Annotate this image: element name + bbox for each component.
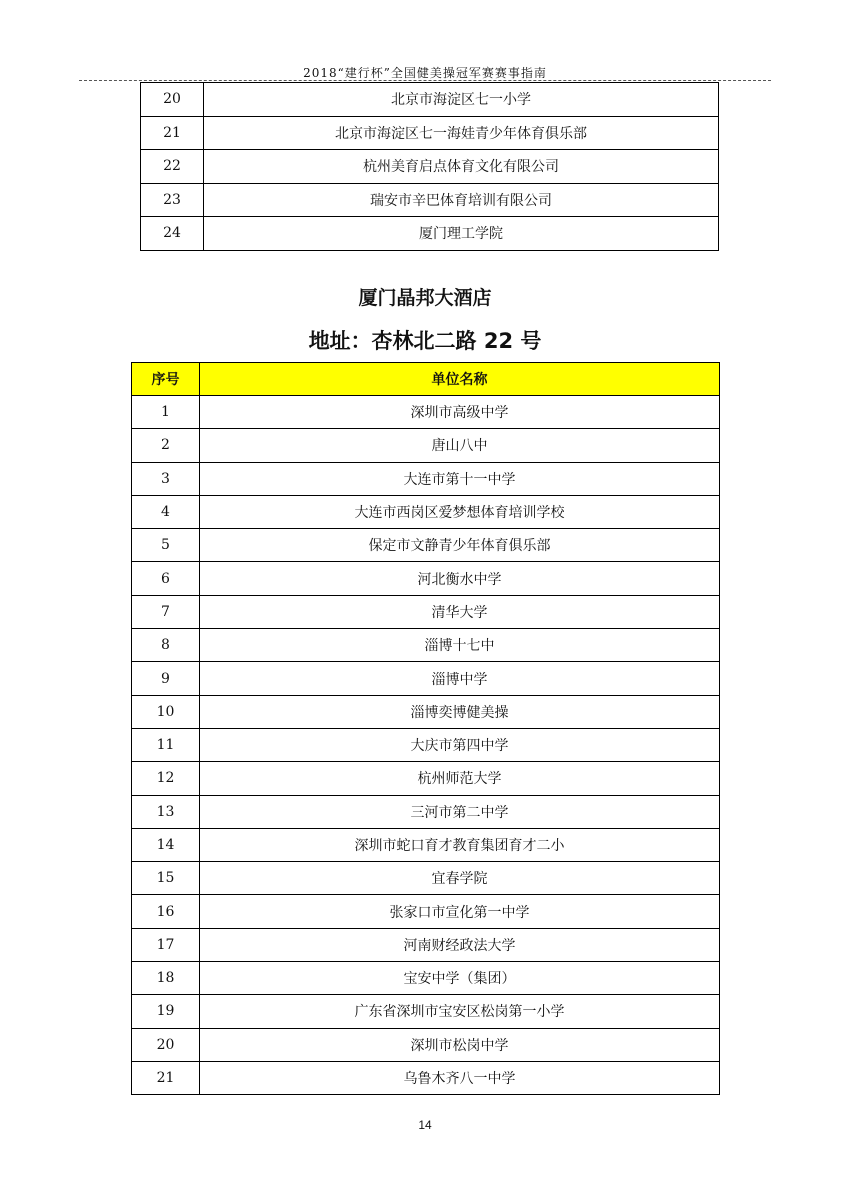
unit-table-body — [132, 396, 720, 1095]
unit-name: 杭州美育启点体育文化有限公司 — [204, 150, 719, 184]
row-number: 12 — [132, 762, 200, 795]
unit-name: 三河市第二中学 — [200, 795, 720, 828]
table-row — [132, 662, 720, 695]
unit-name: 河南财经政法大学 — [200, 928, 720, 961]
row-number: 20 — [132, 1028, 200, 1061]
table-row — [132, 595, 720, 628]
unit-table — [131, 362, 720, 1095]
row-number: 3 — [132, 462, 200, 495]
unit-name: 张家口市宣化第一中学 — [200, 895, 720, 928]
row-number: 9 — [132, 662, 200, 695]
unit-name: 保定市文静青少年体育俱乐部 — [200, 529, 720, 562]
table-row — [132, 429, 720, 462]
unit-name: 瑞安市辛巴体育培训有限公司 — [204, 183, 719, 217]
unit-name: 大连市西岗区爱梦想体育培训学校 — [200, 495, 720, 528]
unit-name: 广东省深圳市宝安区松岗第一小学 — [200, 995, 720, 1028]
unit-name: 清华大学 — [200, 595, 720, 628]
table-row — [132, 629, 720, 662]
unit-name: 大连市第十一中学 — [200, 462, 720, 495]
page-header: 2018“建行杯”全国健美操冠军赛赛事指南 — [303, 66, 547, 80]
hotel-address-heading: 地址：杏林北二路 22 号 — [308, 329, 542, 353]
table-row — [141, 150, 719, 184]
table-row — [141, 183, 719, 217]
table-row — [141, 116, 719, 150]
row-number: 23 — [141, 183, 204, 217]
row-number: 4 — [132, 495, 200, 528]
header-divider — [79, 80, 771, 81]
unit-name: 深圳市松岗中学 — [200, 1028, 720, 1061]
table-row — [132, 695, 720, 728]
continued-unit-table — [140, 82, 719, 251]
page-number: 14 — [418, 1118, 432, 1132]
table-row — [132, 529, 720, 562]
table-row — [132, 1028, 720, 1061]
unit-name: 深圳市蛇口育才教育集团育才二小 — [200, 828, 720, 861]
unit-name: 北京市海淀区七一海娃青少年体育俱乐部 — [204, 116, 719, 150]
row-number: 13 — [132, 795, 200, 828]
row-number: 5 — [132, 529, 200, 562]
unit-name: 宜春学院 — [200, 862, 720, 895]
table-row — [132, 728, 720, 761]
table-row — [132, 562, 720, 595]
unit-name: 大庆市第四中学 — [200, 728, 720, 761]
unit-name: 淄博十七中 — [200, 629, 720, 662]
table-row — [132, 495, 720, 528]
table-row — [132, 828, 720, 861]
unit-name: 厦门理工学院 — [204, 217, 719, 251]
row-number: 16 — [132, 895, 200, 928]
row-number: 21 — [132, 1061, 200, 1094]
table-row — [132, 962, 720, 995]
table-row — [141, 83, 719, 117]
unit-name: 深圳市高级中学 — [200, 396, 720, 429]
table-row — [132, 462, 720, 495]
row-number: 24 — [141, 217, 204, 251]
table-header-row — [132, 363, 720, 396]
row-number: 8 — [132, 629, 200, 662]
row-number: 14 — [132, 828, 200, 861]
hotel-name-heading: 厦门晶邦大酒店 — [358, 287, 492, 309]
row-number: 2 — [132, 429, 200, 462]
unit-name: 淄博奕博健美操 — [200, 695, 720, 728]
table-row — [132, 1061, 720, 1094]
row-number: 6 — [132, 562, 200, 595]
table-row — [132, 895, 720, 928]
table-row — [132, 795, 720, 828]
table-row — [132, 995, 720, 1028]
table-row — [132, 396, 720, 429]
row-number: 11 — [132, 728, 200, 761]
column-header-unit-name: 单位名称 — [200, 363, 720, 396]
unit-name: 乌鲁木齐八一中学 — [200, 1061, 720, 1094]
unit-name: 北京市海淀区七一小学 — [204, 83, 719, 117]
table-row — [132, 928, 720, 961]
row-number: 18 — [132, 962, 200, 995]
row-number: 20 — [141, 83, 204, 117]
unit-name: 杭州师范大学 — [200, 762, 720, 795]
unit-name: 唐山八中 — [200, 429, 720, 462]
table-row — [141, 217, 719, 251]
row-number: 7 — [132, 595, 200, 628]
table-row — [132, 862, 720, 895]
unit-name: 淄博中学 — [200, 662, 720, 695]
unit-name: 河北衡水中学 — [200, 562, 720, 595]
row-number: 22 — [141, 150, 204, 184]
column-header-number: 序号 — [132, 363, 200, 396]
row-number: 15 — [132, 862, 200, 895]
row-number: 10 — [132, 695, 200, 728]
row-number: 1 — [132, 396, 200, 429]
continued-unit-table-body — [141, 83, 719, 251]
table-row — [132, 762, 720, 795]
unit-name: 宝安中学（集团） — [200, 962, 720, 995]
row-number: 21 — [141, 116, 204, 150]
row-number: 19 — [132, 995, 200, 1028]
row-number: 17 — [132, 928, 200, 961]
